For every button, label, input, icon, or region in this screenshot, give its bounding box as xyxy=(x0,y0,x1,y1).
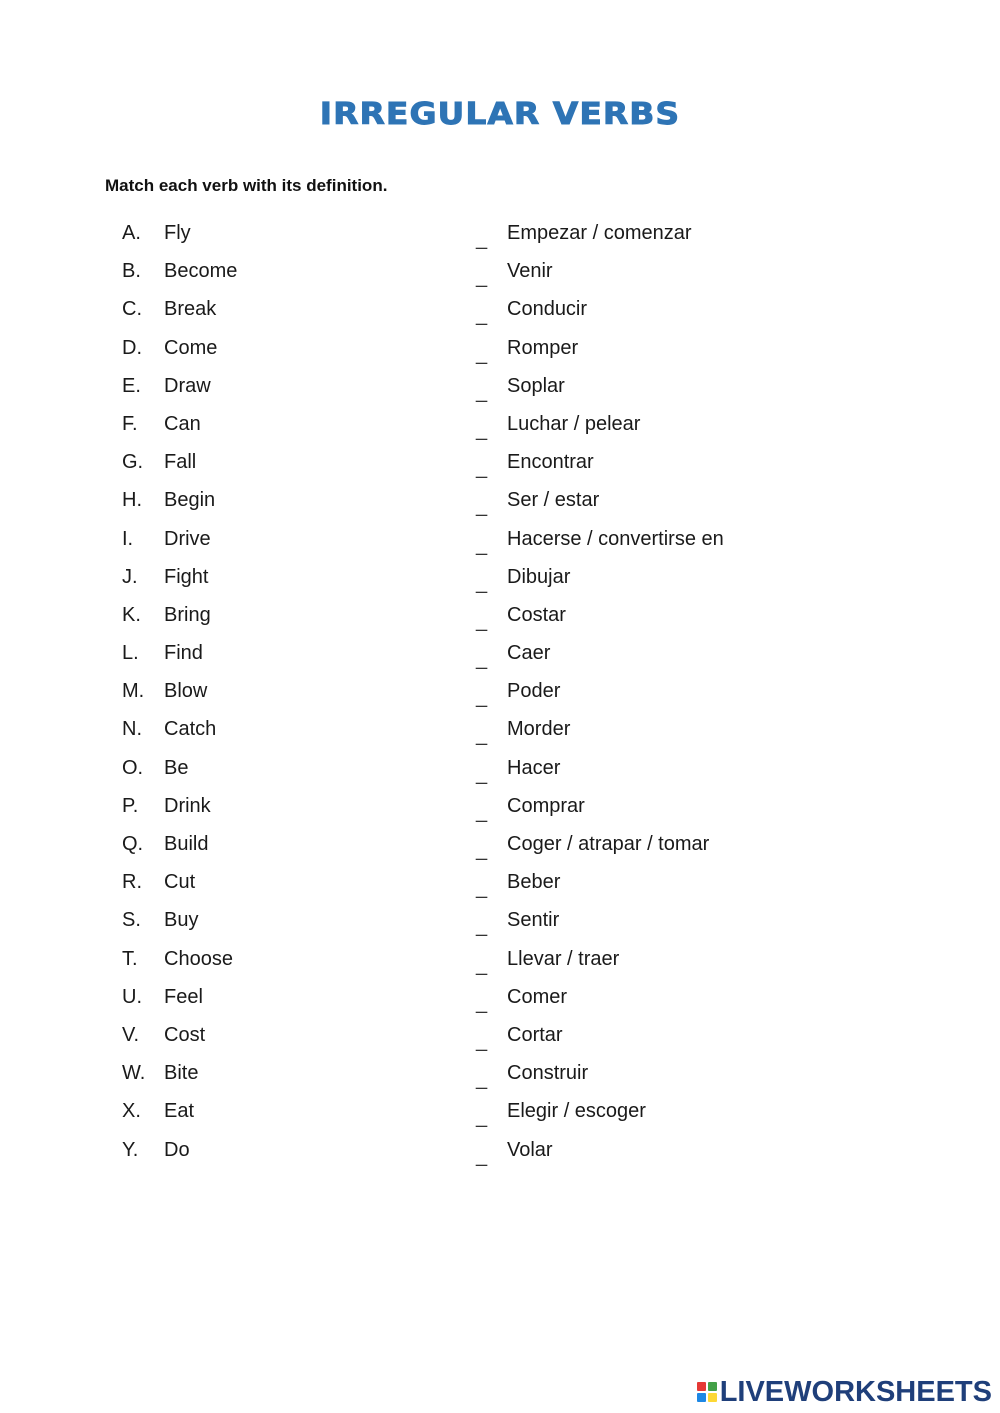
answer-blank[interactable]: _ xyxy=(476,1144,488,1167)
match-row xyxy=(0,562,1000,600)
answer-blank[interactable]: _ xyxy=(476,877,488,900)
match-row xyxy=(0,714,1000,752)
english-verb: Blow xyxy=(164,680,208,703)
match-row xyxy=(0,600,1000,638)
answer-blank[interactable]: _ xyxy=(476,266,488,289)
answer-blank[interactable]: _ xyxy=(476,533,488,556)
row-letter: X. xyxy=(122,1100,141,1123)
answer-blank[interactable]: _ xyxy=(476,1068,488,1091)
english-verb: Can xyxy=(164,412,201,435)
answer-blank[interactable]: _ xyxy=(476,800,488,823)
match-row xyxy=(0,982,1000,1020)
match-row xyxy=(0,1096,1000,1134)
answer-blank[interactable]: _ xyxy=(476,724,488,747)
answer-blank[interactable]: _ xyxy=(476,495,488,518)
spanish-definition: Dibujar xyxy=(507,565,571,588)
english-verb: Cost xyxy=(164,1023,206,1046)
spanish-definition: Construir xyxy=(507,1062,589,1085)
english-verb: Bring xyxy=(164,603,211,626)
match-row xyxy=(0,294,1000,332)
english-verb: Find xyxy=(164,642,203,665)
spanish-definition: Soplar xyxy=(507,374,565,397)
row-letter: J. xyxy=(122,565,138,588)
english-verb: Eat xyxy=(164,1100,195,1123)
answer-blank[interactable]: _ xyxy=(476,304,488,327)
answer-blank[interactable]: _ xyxy=(476,953,488,976)
spanish-definition: Luchar / pelear xyxy=(507,412,641,435)
answer-blank[interactable]: _ xyxy=(476,686,488,709)
english-verb: Build xyxy=(164,833,209,855)
match-row xyxy=(0,753,1000,791)
row-letter: Q. xyxy=(122,833,144,855)
english-verb: Come xyxy=(164,336,218,359)
english-verb: Drink xyxy=(164,794,211,817)
row-letter: U. xyxy=(122,985,142,1008)
spanish-definition: Poder xyxy=(507,680,561,703)
row-letter: A. xyxy=(122,222,141,244)
english-verb: Break xyxy=(164,298,217,321)
row-letter: F. xyxy=(122,412,138,435)
match-row xyxy=(0,905,1000,943)
spanish-definition: Encontrar xyxy=(507,451,594,474)
answer-blank[interactable]: _ xyxy=(476,380,488,403)
answer-blank[interactable]: _ xyxy=(476,1029,488,1052)
liveworksheets-logo-icon xyxy=(697,1382,717,1402)
answer-blank[interactable]: _ xyxy=(476,418,488,441)
match-row xyxy=(0,1058,1000,1096)
english-verb: Feel xyxy=(164,985,203,1008)
english-verb: Draw xyxy=(164,374,211,397)
answer-blank[interactable]: _ xyxy=(476,648,488,671)
row-letter: S. xyxy=(122,909,141,932)
answer-blank[interactable]: _ xyxy=(476,609,488,632)
match-row xyxy=(0,485,1000,523)
english-verb: Bite xyxy=(164,1062,199,1085)
spanish-definition: Comprar xyxy=(507,794,585,817)
answer-blank[interactable]: _ xyxy=(476,839,488,861)
answer-blank[interactable]: _ xyxy=(476,991,488,1014)
english-verb: Buy xyxy=(164,909,199,932)
english-verb: Fall xyxy=(164,451,197,474)
spanish-definition: Hacer xyxy=(507,756,561,779)
row-letter: P. xyxy=(122,794,139,817)
spanish-definition: Comer xyxy=(507,985,568,1008)
match-row xyxy=(0,447,1000,485)
english-verb: Cut xyxy=(164,871,196,894)
english-verb: Become xyxy=(164,260,238,283)
verb-match-list xyxy=(0,218,1000,1173)
match-row xyxy=(0,829,1000,867)
spanish-definition: Empezar / comenzar xyxy=(507,222,692,244)
answer-blank[interactable]: _ xyxy=(476,342,488,365)
spanish-definition: Llevar / traer xyxy=(507,947,620,970)
answer-blank[interactable]: _ xyxy=(476,1106,488,1129)
row-letter: G. xyxy=(122,451,144,474)
match-row xyxy=(0,944,1000,982)
spanish-definition: Volar xyxy=(507,1138,553,1161)
english-verb: Do xyxy=(164,1138,190,1161)
english-verb: Begin xyxy=(164,489,216,512)
spanish-definition: Caer xyxy=(507,642,551,665)
instruction-text: Match each verb with its definition. xyxy=(105,176,388,195)
row-letter: Y. xyxy=(122,1138,139,1161)
row-letter: C. xyxy=(122,298,142,321)
match-row xyxy=(0,1135,1000,1173)
spanish-definition: Coger / atrapar / tomar xyxy=(507,833,710,855)
match-row xyxy=(0,409,1000,447)
spanish-definition: Venir xyxy=(507,260,553,283)
english-verb: Be xyxy=(164,756,189,779)
spanish-definition: Ser / estar xyxy=(507,489,600,512)
english-verb: Catch xyxy=(164,718,217,741)
row-letter: M. xyxy=(122,680,145,703)
match-row xyxy=(0,676,1000,714)
row-letter: H. xyxy=(122,489,142,512)
row-letter: I. xyxy=(122,527,134,550)
row-letter: V. xyxy=(122,1023,140,1046)
english-verb: Fly xyxy=(164,222,191,244)
spanish-definition: Elegir / escoger xyxy=(507,1100,646,1123)
spanish-definition: Romper xyxy=(507,336,579,359)
match-row xyxy=(0,218,1000,256)
row-letter: E. xyxy=(122,374,141,397)
spanish-definition: Cortar xyxy=(507,1023,563,1046)
english-verb: Drive xyxy=(164,527,211,550)
english-verb: Fight xyxy=(164,565,209,588)
row-letter: R. xyxy=(122,871,142,894)
spanish-definition: Morder xyxy=(507,718,571,741)
row-letter: W. xyxy=(122,1062,146,1085)
answer-blank[interactable]: _ xyxy=(476,571,488,594)
spanish-definition: Beber xyxy=(507,871,561,894)
answer-blank[interactable]: _ xyxy=(476,228,488,250)
row-letter: D. xyxy=(122,336,142,359)
row-letter: T. xyxy=(122,947,138,970)
row-letter: B. xyxy=(122,260,141,283)
row-letter: K. xyxy=(122,603,141,626)
match-row xyxy=(0,867,1000,905)
spanish-definition: Sentir xyxy=(507,909,560,932)
match-row xyxy=(0,638,1000,676)
row-letter: O. xyxy=(122,756,144,779)
spanish-definition: Costar xyxy=(507,603,566,626)
logo-text: LIVEWORKSHEETS xyxy=(719,1375,992,1408)
match-row xyxy=(0,371,1000,409)
match-row xyxy=(0,524,1000,562)
worksheet-title: IRREGULAR VERBS xyxy=(319,95,681,132)
match-row xyxy=(0,791,1000,829)
spanish-definition: Conducir xyxy=(507,298,588,321)
row-letter: L. xyxy=(122,642,139,665)
row-letter: N. xyxy=(122,718,142,741)
match-row xyxy=(0,333,1000,371)
answer-blank[interactable]: _ xyxy=(476,762,488,785)
match-row xyxy=(0,256,1000,294)
answer-blank[interactable]: _ xyxy=(476,915,488,938)
spanish-definition: Hacerse / convertirse en xyxy=(507,527,724,550)
match-row xyxy=(0,1020,1000,1058)
english-verb: Choose xyxy=(164,947,233,970)
liveworksheets-logo xyxy=(697,1377,992,1407)
answer-blank[interactable]: _ xyxy=(476,457,488,480)
